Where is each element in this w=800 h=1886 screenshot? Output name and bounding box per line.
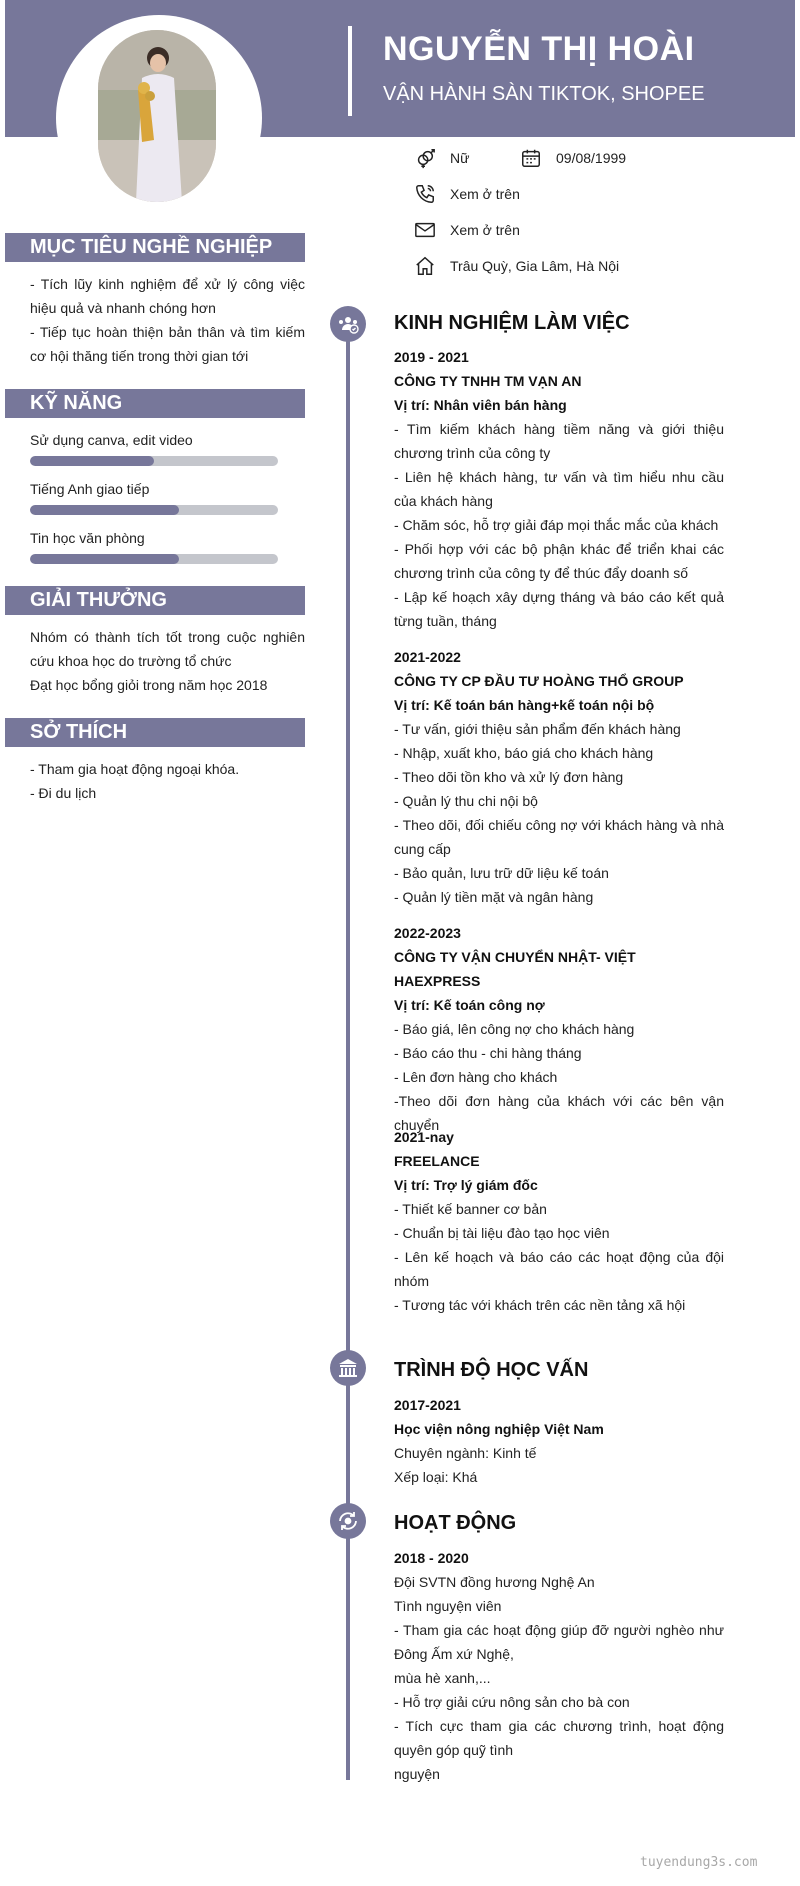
job-duty: - Liên hệ khách hàng, tư vấn và tìm hiểu nhu cầu của khách hàng (394, 469, 724, 509)
candidate-job-title: VẬN HÀNH SÀN TIKTOK, SHOPEE (383, 83, 705, 105)
objective-heading: MỤC TIÊU NGHỀ NGHIỆP (5, 233, 305, 262)
skills-heading: KỸ NĂNG (5, 389, 305, 418)
mail-icon (414, 219, 436, 241)
activities-line: - Hỗ trợ giải cứu nông sản cho bà con (394, 1694, 630, 1710)
job-position: Vị trí: Trợ lý giám đốc (394, 1177, 538, 1193)
objective-text (30, 272, 305, 368)
job-entry (394, 345, 724, 633)
experience-icon (330, 306, 366, 342)
experience-heading: KINH NGHIỆM LÀM VIỆC (394, 312, 630, 334)
skill-label: Tin học văn phòng (30, 530, 145, 546)
job-entry (394, 921, 724, 1137)
job-duty: - Tư vấn, giới thiệu sản phẩm đến khách hàng (394, 721, 681, 737)
job-period: 2021-nay (394, 1129, 454, 1145)
awards-heading: GIẢI THƯỞNG (5, 586, 305, 615)
watermark: tuyendung3s.com (640, 1855, 758, 1870)
hobbies-text (30, 757, 305, 805)
job-duty: - Bảo quản, lưu trữ dữ liệu kế toán (394, 865, 609, 881)
job-duty: -Theo dõi đơn hàng của khách với các bên vận chuyển (394, 1093, 724, 1133)
job-entry (394, 1125, 724, 1317)
job-company: CÔNG TY VẬN CHUYỂN NHẬT- VIỆT HAEXPRESS (394, 949, 636, 989)
phone-value: Xem ở trên (450, 186, 520, 202)
skill-bar-fill (30, 554, 179, 564)
skill-bar (30, 505, 278, 515)
job-position: Vị trí: Kế toán công nợ (394, 997, 545, 1013)
job-duty: - Chăm sóc, hỗ trợ giải đáp mọi thắc mắc của khách (394, 517, 719, 533)
activities-icon (330, 1503, 366, 1539)
skill-label: Tiếng Anh giao tiếp (30, 481, 150, 497)
skill-bar (30, 456, 278, 466)
job-duty: - Lên đơn hàng cho khách (394, 1069, 558, 1085)
job-duty: - Theo dõi, đối chiếu công nợ với khách hàng và nhà cung cấp (394, 817, 724, 857)
activities-line: nguyện (394, 1766, 440, 1782)
job-duty: - Báo giá, lên công nợ cho khách hàng (394, 1021, 635, 1037)
job-position: Vị trí: Kế toán bán hàng+kế toán nội bộ (394, 697, 655, 713)
email-value: Xem ở trên (450, 222, 520, 238)
activities-line: - Tích cực tham gia các chương trình, hoạt động quyên góp quỹ tình (394, 1718, 724, 1758)
header-divider (348, 26, 352, 116)
contact-address (414, 255, 619, 277)
candidate-name: NGUYỄN THỊ HOÀI (383, 30, 695, 68)
activities-line: Tình nguyện viên (394, 1598, 502, 1614)
home-icon (414, 255, 436, 277)
job-period: 2021-2022 (394, 649, 461, 665)
education-grade: Xếp loại: Khá (394, 1469, 478, 1485)
skill-bar-fill (30, 505, 179, 515)
job-duty: - Tìm kiếm khách hàng tiềm năng và giới thiệu chương trình của công ty (394, 421, 724, 461)
avatar (98, 30, 216, 202)
activities-period: 2018 - 2020 (394, 1550, 469, 1566)
activities-line: Đội SVTN đồng hương Nghệ An (394, 1574, 595, 1590)
skill-bar (30, 554, 278, 564)
activities-heading: HOẠT ĐỘNG (394, 1512, 517, 1534)
education-major: Chuyên ngành: Kinh tế (394, 1445, 537, 1461)
job-position: Vị trí: Nhân viên bán hàng (394, 397, 567, 413)
job-duty: - Phối hợp với các bộ phận khác để triển khai các chương trình của công ty để thúc đẩy doanh số (394, 541, 724, 581)
hobbies-heading: SỞ THÍCH (5, 718, 305, 747)
job-company: CÔNG TY TNHH TM VẠN AN (394, 373, 582, 389)
objective-line: - Tiếp tục hoàn thiện bản thân và tìm kiếm cơ hội thăng tiến trong thời gian tới (30, 324, 305, 364)
job-duty: - Chuẩn bị tài liệu đào tạo học viên (394, 1225, 610, 1241)
education-period: 2017-2021 (394, 1397, 461, 1413)
education-heading: TRÌNH ĐỘ HỌC VẤN (394, 1359, 589, 1381)
skill-bar-fill (30, 456, 154, 466)
education-icon (330, 1350, 366, 1386)
job-duty: - Tương tác với khách trên các nền tảng xã hội (394, 1297, 686, 1313)
job-company: CÔNG TY CP ĐẦU TƯ HOÀNG THỔ GROUP (394, 673, 684, 689)
address-value: Trâu Quỳ, Gia Lâm, Hà Nội (450, 258, 620, 274)
education-school: Học viện nông nghiệp Việt Nam (394, 1421, 604, 1437)
education-entry (394, 1393, 724, 1489)
dob-value: 09/08/1999 (556, 150, 627, 166)
job-duty: - Quản lý thu chi nội bộ (394, 793, 538, 809)
award-line: Đạt học bổng giỏi trong năm học 2018 (30, 677, 268, 693)
award-line: Nhóm có thành tích tốt trong cuộc nghiên cứu khoa học do trường tổ chức (30, 629, 305, 669)
hobby-line: - Tham gia hoạt động ngoại khóa. (30, 761, 240, 777)
job-duty: - Thiết kế banner cơ bản (394, 1201, 547, 1217)
gender-icon (414, 147, 436, 169)
gender-value: Nữ (450, 150, 470, 166)
job-duty: - Quản lý tiền mặt và ngân hàng (394, 889, 594, 905)
job-company: FREELANCE (394, 1153, 480, 1169)
activities-line: - Tham gia các hoạt động giúp đỡ người nghèo như Đông Ấm xứ Nghệ, (394, 1622, 724, 1662)
job-duty: - Báo cáo thu - chi hàng tháng (394, 1045, 582, 1061)
job-period: 2022-2023 (394, 925, 461, 941)
activities-entry (394, 1546, 724, 1786)
calendar-icon (520, 147, 542, 169)
job-period: 2019 - 2021 (394, 349, 469, 365)
job-duty: - Theo dõi tồn kho và xử lý đơn hàng (394, 769, 624, 785)
activities-line: mùa hè xanh,... (394, 1670, 491, 1686)
phone-icon (414, 183, 436, 205)
job-duty: - Lập kế hoạch xây dựng tháng và báo cáo kết quả từng tuần, tháng (394, 589, 724, 629)
contact-dob (520, 147, 626, 169)
objective-line: - Tích lũy kinh nghiệm để xử lý công việc hiệu quả và nhanh chóng hơn (30, 276, 305, 316)
contact-gender (414, 147, 469, 169)
contact-phone (414, 183, 520, 205)
job-entry (394, 645, 724, 909)
hobby-line: - Đi du lịch (30, 785, 97, 801)
skill-label: Sử dụng canva, edit video (30, 432, 193, 448)
timeline-line (346, 310, 350, 1780)
job-duty: - Lên kế hoạch và báo cáo các hoạt động của đội nhóm (394, 1249, 724, 1289)
awards-text (30, 625, 305, 697)
contact-email (414, 219, 520, 241)
job-duty: - Nhập, xuất kho, báo giá cho khách hàng (394, 745, 654, 761)
